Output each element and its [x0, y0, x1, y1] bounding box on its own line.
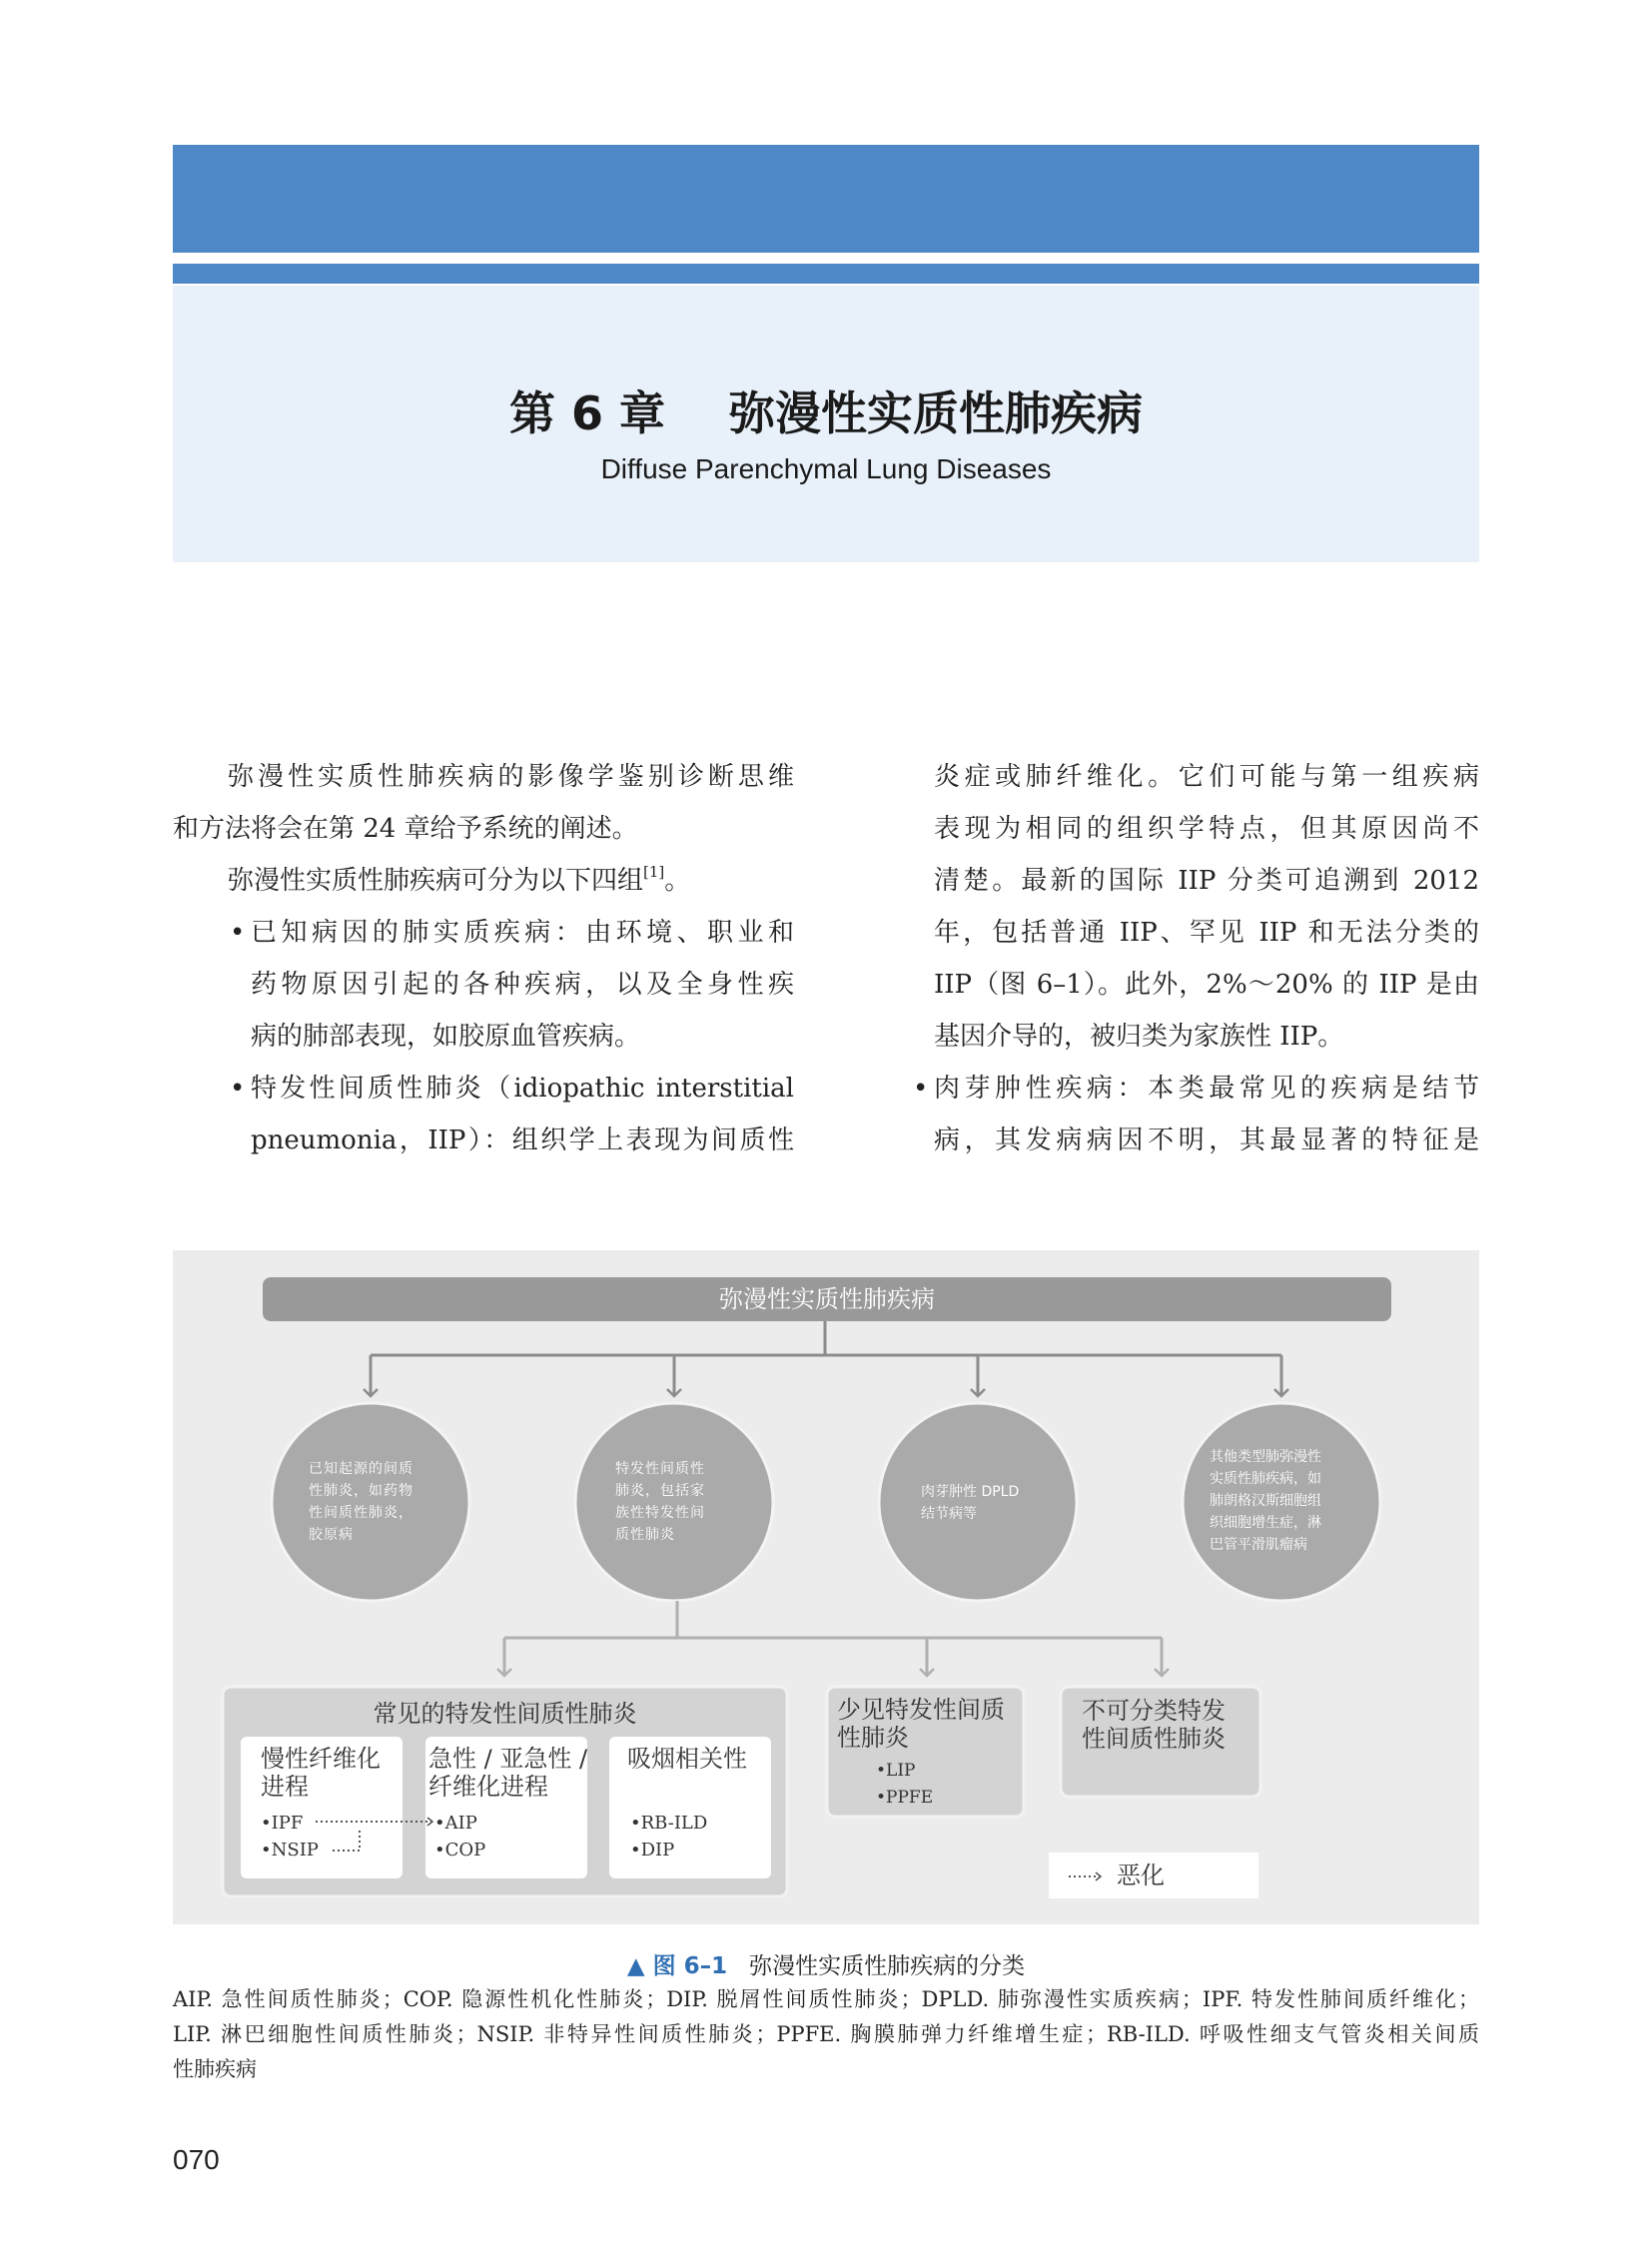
circle-text-granulomatous: 肉芽肿性 DPLD 结节病等 [921, 1484, 1020, 1522]
body-right-column [913, 751, 1479, 1166]
rare-iip-items: •LIP •PPFE [876, 1761, 934, 1808]
figure-caption [0, 1947, 1652, 1980]
abbreviation-notes [173, 1982, 1479, 2087]
paragraph-line: 和方法将会在第 24 章给予系统的阐述。 [173, 814, 638, 844]
paragraph-line [173, 855, 794, 907]
figure-number: ▲ 图 6–1 [626, 1953, 728, 1979]
paragraph-text: 特发性间质性肺炎（idiopathic interstitial [251, 1074, 794, 1104]
paragraph-line: 表现为相同的组织学特点，但其原因尚不 [934, 814, 1479, 844]
paragraph-text: 已知病因的肺实质疾病：由环境、职业和 [251, 918, 794, 948]
bullet-icon: • [913, 1074, 929, 1104]
figure-title: 弥漫性实质性肺疾病的分类 [749, 1953, 1026, 1979]
abbreviation-line: LIP. 淋巴细胞性间质性肺炎；NSIP. 非特异性间质性肺炎；PPFE. 胸膜肺弹力纤维增生症；RB-ILD. 呼吸性细支气管炎相关间质 [173, 2022, 1479, 2046]
unclassifiable-iip-title: 不可分类特发 性间质性肺炎 [1082, 1697, 1226, 1753]
paragraph-text: 弥漫性实质性肺疾病可分为以下四组 [228, 866, 644, 896]
paragraph-line: 药物原因引起的各种疾病，以及全身性疾 [251, 970, 794, 1000]
paragraph-line: pneumonia，IIP）：组织学上表现为间质性 [251, 1125, 794, 1155]
paragraph-line: 基因介导的，被归类为家族性 IIP。 [934, 1022, 1344, 1052]
smoking-related-title: 吸烟相关性 [627, 1745, 747, 1773]
chapter-banner-top [173, 145, 1479, 253]
paragraph-line: 清楚。最新的国际 IIP 分类可追溯到 2012 [934, 866, 1479, 896]
circle-text-other: 其他类型肺弥漫性 实质性肺疾病，如 肺朗格汉斯细胞组 织细胞增生症，淋 巴管平滑肌瘤病 [1210, 1449, 1321, 1553]
chapter-title-panel [173, 286, 1479, 562]
rare-iip-title: 少见特发性间质 性肺炎 [837, 1696, 1005, 1752]
bullet-line [173, 1063, 794, 1115]
figure-connectors [173, 1250, 1479, 1924]
paragraph-text: 肉芽肿性疾病：本类最常见的疾病是结节 [934, 1074, 1479, 1104]
paragraph-line: 年，包括普通 IIP、罕见 IIP 和无法分类的 [934, 918, 1479, 948]
paragraph-text: 。 [664, 866, 691, 896]
abbreviation-line: AIP. 急性间质性肺炎；COP. 隐源性机化性肺炎；DIP. 脱屑性间质性肺炎；DPLD. 肺弥漫性实质疾病；IPF. 特发性肺间质纤维化； [173, 1987, 1479, 2011]
paragraph-line: 弥漫性实质性肺疾病的影像学鉴别诊断思维 [228, 762, 794, 792]
chapter-title: 第 6 章 弥漫性实质性肺疾病 [508, 386, 1144, 440]
circle-text-idiopathic: 特发性间质性 肺炎，包括家 族性特发性间 质性肺炎 [615, 1461, 705, 1543]
paragraph-line: 病，其发病病因不明，其最显著的特征是 [934, 1125, 1479, 1155]
page-number: 070 [173, 2144, 220, 2175]
paragraph-line: 炎症或肺纤维化。它们可能与第一组疾病 [934, 762, 1479, 792]
abbreviation-line: 性肺疾病 [173, 2057, 257, 2081]
chapter-subtitle: Diffuse Parenchymal Lung Diseases [600, 453, 1052, 484]
bullet-line [173, 907, 794, 959]
classification-figure [173, 1250, 1479, 1924]
smoking-related-items: •RB-ILD •DIP [630, 1813, 708, 1861]
bullet-line [913, 1063, 1479, 1115]
legend-label-worsening: 恶化 [1117, 1862, 1165, 1889]
chronic-fibrosing-items: •IPF •NSIP [261, 1813, 319, 1861]
reference-mark[interactable]: [1] [643, 863, 665, 881]
paragraph-line: IIP（图 6–1）。此外，2%～20% 的 IIP 是由 [934, 970, 1479, 1000]
acute-subacute-items: •AIP •COP [434, 1813, 486, 1861]
acute-subacute-title: 急性 / 亚急性 / 纤维化进程 [428, 1745, 588, 1801]
circle-text-known-cause: 已知起源的间质 性肺炎，如药物 性间质性肺炎， 胶原病 [309, 1461, 413, 1543]
chapter-banner-stripe [173, 264, 1479, 284]
paragraph-line: 病的肺部表现，如胶原血管疾病。 [251, 1022, 641, 1052]
body-left-column [173, 751, 794, 1166]
bullet-icon: • [230, 1074, 246, 1104]
common-iip-title: 常见的特发性间质性肺炎 [373, 1700, 637, 1728]
chronic-fibrosing-title: 慢性纤维化 进程 [261, 1745, 381, 1801]
bullet-icon: • [230, 918, 246, 948]
top-category-label: 弥漫性实质性肺疾病 [719, 1285, 935, 1313]
